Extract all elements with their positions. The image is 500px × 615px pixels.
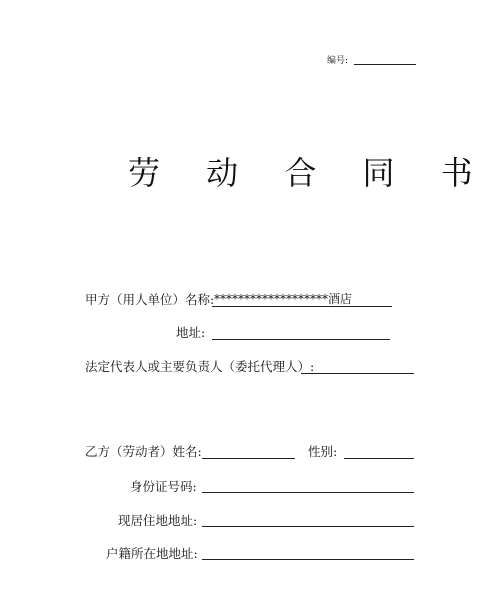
party-b-residence-field[interactable] (202, 526, 414, 527)
party-b-id-label: 身份证号码: (130, 479, 197, 494)
party-b-household-label: 户籍所在地地址: (106, 546, 198, 561)
contract-number-field[interactable] (354, 64, 416, 65)
party-b-gender-field[interactable] (344, 458, 414, 459)
party-b-name-field[interactable] (202, 458, 295, 459)
party-b-residence-label: 现居住地地址: (118, 513, 198, 528)
party-a-representative-label: 法定代表人或主要负责人（委托代理人）: (85, 359, 315, 374)
document-title: 劳 动 合 同 书 (128, 154, 491, 192)
party-a-name-label: 甲方（用人单位）名称: (85, 292, 215, 307)
party-a-representative-field[interactable] (301, 373, 414, 374)
party-a-address-field[interactable] (212, 339, 390, 340)
party-b-id-field[interactable] (202, 492, 414, 493)
party-b-gender-label: 性别: (308, 444, 338, 459)
party-a-name-field[interactable] (212, 306, 392, 307)
party-a-address-label: 地址: (176, 325, 206, 340)
contract-number-label: 编号: (327, 56, 349, 66)
party-b-name-label: 乙方（劳动者）姓名: (85, 444, 202, 459)
party-a-name-value: *******************酒店 (214, 292, 353, 306)
party-b-household-field[interactable] (202, 559, 414, 560)
